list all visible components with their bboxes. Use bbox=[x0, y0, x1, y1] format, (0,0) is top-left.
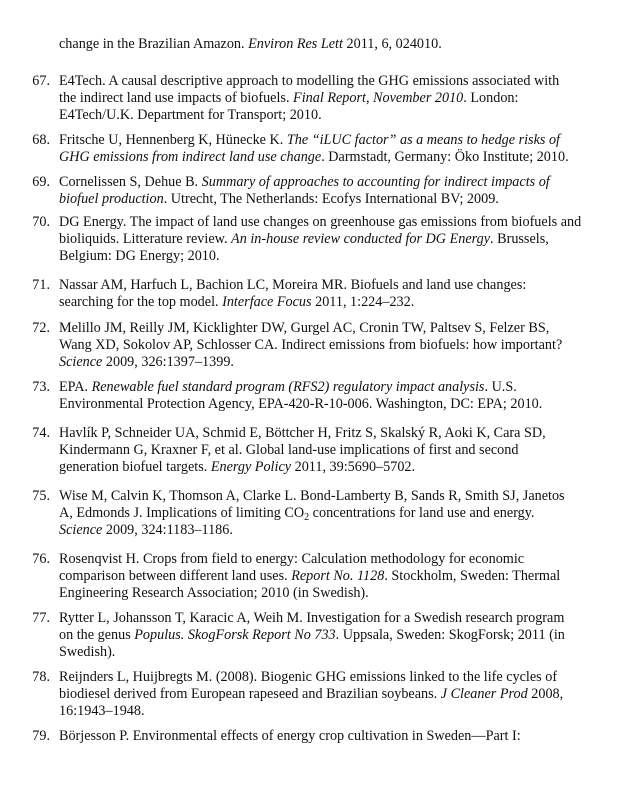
reference-segment: Wang XD, Sokolov AP, Schlosser CA. Indirect emissions from biofuels: how important? bbox=[59, 337, 563, 353]
reference-segment: Environmental Protection Agency, EPA-420-R-10-006. Washington, DC: EPA; 2010. bbox=[59, 396, 543, 412]
reference-number: 72. bbox=[32, 320, 50, 336]
italic-title: J Cleaner Prod bbox=[440, 686, 528, 702]
reference-line bbox=[59, 551, 589, 568]
reference-number: 70. bbox=[32, 214, 50, 230]
reference-line bbox=[59, 610, 589, 627]
reference-segment: . London: bbox=[463, 90, 519, 106]
reference-line bbox=[59, 73, 589, 90]
reference-segment: 2009, 326:1397–1399. bbox=[102, 354, 234, 370]
italic-title: biofuel production bbox=[59, 191, 164, 207]
reference-line bbox=[59, 294, 589, 311]
reference-line bbox=[59, 379, 589, 396]
reference-segment: EPA. bbox=[59, 379, 92, 395]
reference-text bbox=[59, 174, 589, 208]
italic-title: The “iLUC factor” as a means to hedge risks of bbox=[286, 132, 560, 148]
reference-number: 74. bbox=[32, 425, 50, 441]
reference-line bbox=[59, 149, 589, 166]
reference-text bbox=[59, 425, 589, 476]
reference-line bbox=[59, 488, 589, 505]
italic-title: Interface Focus bbox=[222, 294, 312, 310]
italic-title: Science bbox=[59, 354, 103, 370]
reference-text bbox=[59, 379, 589, 413]
reference-segment: on the genus bbox=[59, 627, 135, 643]
reference-text bbox=[59, 73, 589, 124]
reference-text bbox=[59, 610, 589, 661]
reference-continuation bbox=[59, 36, 599, 53]
italic-title: Report No. 1128 bbox=[291, 568, 385, 584]
reference-segment: 2011, 1:224–232. bbox=[311, 294, 415, 310]
reference-line bbox=[59, 107, 589, 124]
reference-text bbox=[59, 488, 589, 539]
reference-segment: 2008, bbox=[527, 686, 564, 702]
reference-segment: biodiesel derived from European rapeseed and Brazilian soybeans. bbox=[59, 686, 441, 702]
reference-segment: the indirect land use impacts of biofuels. bbox=[59, 90, 294, 106]
italic-title: Populus. SkogForsk Report No 733 bbox=[134, 627, 336, 643]
reference-segment: Fritsche U, Hennenberg K, Hünecke K. bbox=[59, 132, 287, 148]
reference-text bbox=[59, 132, 589, 166]
reference-segment: Börjesson P. Environmental effects of energy crop cultivation in Sweden—Part I: bbox=[59, 728, 521, 744]
italic-title: Renewable fuel standard program (RFS2) regulatory impact analysis bbox=[91, 379, 485, 395]
reference-number: 67. bbox=[32, 73, 50, 89]
reference-segment: A, Edmonds J. Implications of limiting CO bbox=[59, 505, 305, 521]
reference-line bbox=[59, 174, 589, 191]
reference-line bbox=[59, 522, 589, 539]
reference-segment: DG Energy. The impact of land use changes on greenhouse gas emissions from biofuels and bbox=[59, 214, 582, 230]
reference-segment: . Utrecht, The Netherlands: Ecofys International BV; 2009. bbox=[163, 191, 499, 207]
reference-segment: Wise M, Calvin K, Thomson A, Clarke L. Bond-Lamberty B, Sands R, Smith SJ, Janetos bbox=[59, 488, 565, 504]
reference-line bbox=[59, 354, 589, 371]
reference-segment: 16:1943–1948. bbox=[59, 703, 145, 719]
reference-line bbox=[59, 703, 589, 720]
reference-segment: generation biofuel targets. bbox=[59, 459, 211, 475]
reference-segment: Belgium: DG Energy; 2010. bbox=[59, 248, 220, 264]
italic-title: Summary of approaches to accounting for indirect impacts of bbox=[201, 174, 550, 190]
reference-segment: . U.S. bbox=[484, 379, 517, 395]
italic-title: Final Report, November 2010 bbox=[293, 90, 464, 106]
reference-segment: 2009, 324:1183–1186. bbox=[102, 522, 233, 538]
continuation-tail: 2011, 6, 024010. bbox=[342, 36, 442, 52]
reference-number: 68. bbox=[32, 132, 50, 148]
reference-line bbox=[59, 585, 589, 602]
reference-text bbox=[59, 277, 589, 311]
reference-line bbox=[59, 686, 589, 703]
reference-line bbox=[59, 231, 589, 248]
reference-line bbox=[59, 320, 589, 337]
reference-line bbox=[59, 277, 589, 294]
reference-segment: Kindermann G, Kraxner F, et al. Global land-use implications of first and second bbox=[59, 442, 519, 458]
reference-segment: Engineering Research Association; 2010 (in Swedish). bbox=[59, 585, 369, 601]
italic-title: An in-house review conducted for DG Energy bbox=[231, 231, 491, 247]
reference-line bbox=[59, 728, 589, 745]
reference-segment: . Uppsala, Sweden: SkogForsk; 2011 (in bbox=[335, 627, 565, 643]
reference-line bbox=[59, 191, 589, 208]
reference-number: 71. bbox=[32, 277, 50, 293]
reference-segment: Nassar AM, Harfuch L, Bachion LC, Moreira MR. Biofuels and land use changes: bbox=[59, 277, 527, 293]
continuation-journal: Environ Res Lett bbox=[248, 36, 343, 52]
reference-segment: 2011, 39:5690–5702. bbox=[291, 459, 416, 475]
reference-segment: Reijnders L, Huijbregts M. (2008). Biogenic GHG emissions linked to the life cycles of bbox=[59, 669, 558, 685]
reference-line bbox=[59, 669, 589, 686]
reference-line bbox=[59, 425, 589, 442]
reference-number: 69. bbox=[32, 174, 50, 190]
reference-line bbox=[59, 442, 589, 459]
reference-line bbox=[59, 568, 589, 585]
reference-segment: Rosenqvist H. Crops from field to energy: Calculation methodology for economic bbox=[59, 551, 525, 567]
subscript: 2 bbox=[304, 512, 310, 523]
reference-text bbox=[59, 320, 589, 371]
reference-text bbox=[59, 551, 589, 602]
reference-text bbox=[59, 728, 589, 745]
reference-text bbox=[59, 214, 589, 265]
reference-segment: Melillo JM, Reilly JM, Kicklighter DW, Gurgel AC, Cronin TW, Paltsev S, Felzer BS, bbox=[59, 320, 550, 336]
reference-segment: comparison between different land uses. bbox=[59, 568, 292, 584]
reference-line bbox=[59, 132, 589, 149]
reference-number: 76. bbox=[32, 551, 50, 567]
italic-title: Energy Policy bbox=[210, 459, 292, 475]
reference-segment: Havlík P, Schneider UA, Schmid E, Böttcher H, Fritz S, Skalský R, Aoki K, Cara SD, bbox=[59, 425, 546, 441]
reference-segment: . Brussels, bbox=[490, 231, 549, 247]
reference-line bbox=[59, 214, 589, 231]
reference-line bbox=[59, 644, 589, 661]
reference-segment: Cornelissen S, Dehue B. bbox=[59, 174, 202, 190]
reference-number: 73. bbox=[32, 379, 50, 395]
reference-segment: Rytter L, Johansson T, Karacic A, Weih M. Investigation for a Swedish research program bbox=[59, 610, 565, 626]
reference-line bbox=[59, 627, 589, 644]
reference-segment: . Stockholm, Sweden: Thermal bbox=[384, 568, 561, 584]
reference-line bbox=[59, 90, 589, 107]
reference-number: 79. bbox=[32, 728, 50, 744]
reference-line bbox=[59, 459, 589, 476]
reference-segment: . Darmstadt, Germany: Öko Institute; 2010. bbox=[321, 149, 569, 165]
reference-line bbox=[59, 396, 589, 413]
reference-number: 75. bbox=[32, 488, 50, 504]
reference-segment: E4Tech/U.K. Department for Transport; 2010. bbox=[59, 107, 322, 123]
continuation-text: change in the Brazilian Amazon. bbox=[59, 36, 249, 52]
reference-segment: bioliquids. Litterature review. bbox=[59, 231, 232, 247]
reference-segment: Swedish). bbox=[59, 644, 116, 660]
italic-title: Science bbox=[59, 522, 103, 538]
reference-line bbox=[59, 248, 589, 265]
reference-segment: E4Tech. A causal descriptive approach to modelling the GHG emissions associated with bbox=[59, 73, 560, 89]
reference-segment: searching for the top model. bbox=[59, 294, 223, 310]
reference-segment: concentrations for land use and energy. bbox=[309, 505, 535, 521]
italic-title: GHG emissions from indirect land use change bbox=[59, 149, 322, 165]
reference-number: 77. bbox=[32, 610, 50, 626]
reference-line bbox=[59, 337, 589, 354]
reference-text bbox=[59, 669, 589, 720]
reference-number: 78. bbox=[32, 669, 50, 685]
reference-line bbox=[59, 505, 589, 522]
